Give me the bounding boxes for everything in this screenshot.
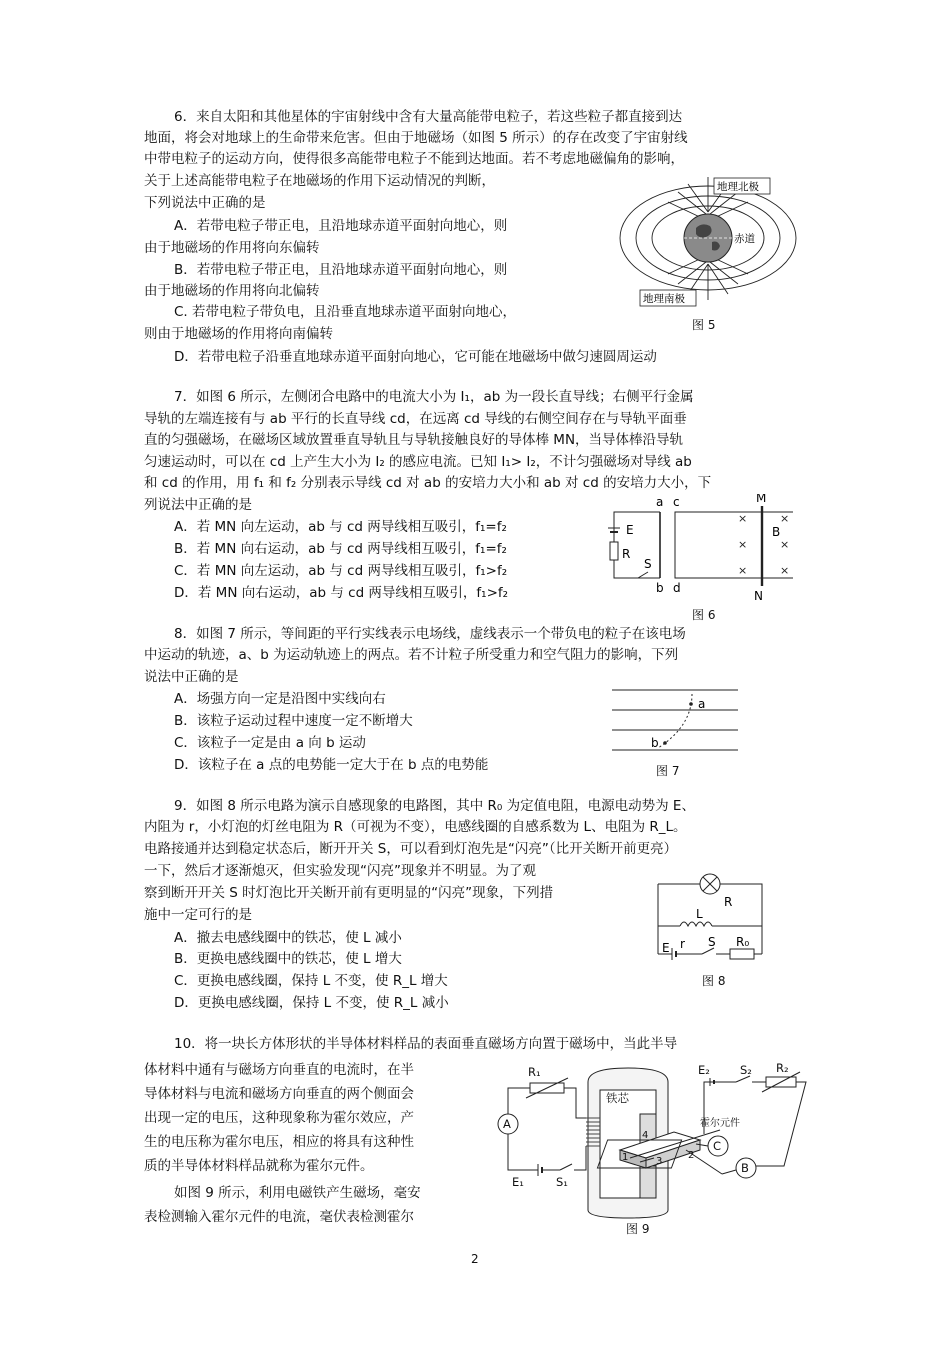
figure-8-self-induction-circuit: [650, 870, 772, 968]
q6-option-b: B．若带电粒子带正电，且沿地球赤道平面射向地心，则: [174, 262, 508, 278]
q10-line: 生的电压称为霍尔电压，相应的将具有这种性: [144, 1134, 414, 1150]
q9-line: 一下，然后才逐渐熄灭，但实验发现“闪亮”现象并不明显。为了观: [144, 863, 536, 879]
fig9-label-R2: R₂: [776, 1062, 789, 1075]
q10-line: 10．将一块长方体形状的半导体材料样品的表面垂直磁场方向置于磁场中，当此半导: [174, 1036, 678, 1052]
fig9-label-2: 2: [688, 1150, 695, 1161]
fig9-label-R1: R₁: [528, 1065, 541, 1079]
figure-8-caption: 图 8: [702, 974, 726, 988]
figure-6-caption: 图 6: [692, 608, 716, 622]
fig7-label-b: b: [651, 736, 659, 750]
figure-7-field-lines: [608, 686, 742, 756]
q8-option-a: A．场强方向一定是沿图中实线向右: [174, 691, 386, 707]
q9-option-a: A．撤去电感线圈中的铁芯，使 L 减小: [174, 930, 402, 946]
q7-option-c: C．若 MN 向左运动，ab 与 cd 两导线相互吸引，f₁>f₂: [174, 563, 508, 579]
q6-line: 6．来自太阳和其他星体的宇宙射线中含有大量高能带电粒子，若这些粒子都直接到达: [174, 109, 683, 125]
page-number: 2: [471, 1252, 479, 1266]
fig9-label-S2: S₂: [740, 1063, 752, 1077]
fig6-label-B: B: [772, 525, 781, 539]
fig6-label-S: S: [644, 557, 652, 571]
svg-text:×: ×: [738, 538, 748, 551]
figure-6-circuit-rails: [600, 494, 800, 602]
fig8-label-R0: R₀: [736, 935, 750, 949]
fig5-label-north: 地理北极: [717, 181, 759, 193]
q6-line: 关于上述高能带电粒子在地磁场的作用下运动情况的判断，: [144, 173, 495, 189]
fig6-label-d: d: [673, 581, 681, 595]
svg-text:×: ×: [738, 512, 748, 525]
figure-5-earth-magnetic-field: [598, 172, 798, 312]
q7-line: 匀速运动时，可以在 cd 上产生大小为 I₂ 的感应电流。已知 I₁> I₂，不计匀强磁场对导线 ab: [144, 454, 692, 470]
fig8-label-L: L: [696, 907, 703, 921]
q7-line: 导轨的左端连接有与 ab 平行的长直导线 cd，在远离 cd 导线的右侧空间存在与导轨平面垂: [144, 411, 687, 427]
q9-option-b: B．更换电感线圈中的铁芯，使 L 增大: [174, 951, 402, 967]
q7-option-b: B．若 MN 向右运动，ab 与 cd 两导线相互吸引，f₁=f₂: [174, 541, 507, 557]
q6-option-b-cont: 由于地磁场的作用将向北偏转: [144, 283, 320, 299]
q9-line: 内阻为 r，小灯泡的灯丝电阻为 R（可视为不变），电感线圈的自感系数为 L、电阻为 R_L。: [144, 819, 687, 835]
q10-line: 体材料中通有与磁场方向垂直的电流时，在半: [144, 1062, 414, 1078]
q6-line: 中带电粒子的运动方向，使得很多高能带电粒子不能到达地面。若不考虑地磁偏角的影响，: [144, 151, 684, 167]
q9-line: 察到断开开关 S 时灯泡比开关断开前有更明显的“闪亮”现象，下列措: [144, 885, 554, 901]
svg-text:×: ×: [780, 564, 790, 577]
fig9-label-hall-element: 霍尔元件: [700, 1118, 740, 1129]
q10-line: 出现一定的电压，这种现象称为霍尔效应，产: [144, 1110, 414, 1126]
q6-option-a-cont: 由于地磁场的作用将向东偏转: [144, 240, 320, 256]
q8-line: 说法中正确的是: [144, 669, 239, 685]
q10-line: 如图 9 所示，利用电磁铁产生磁场，毫安: [174, 1185, 421, 1201]
fig9-label-E1: E₁: [512, 1175, 524, 1189]
fig8-label-S: S: [708, 935, 716, 949]
q6-option-d: D．若带电粒子沿垂直地球赤道平面射向地心，它可能在地磁场中做匀速圆周运动: [174, 349, 657, 365]
q6-option-c: C. 若带电粒子带负电，且沿垂直地球赤道平面射向地心，: [174, 304, 517, 320]
fig9-label-1: 1: [622, 1152, 629, 1163]
q9-line: 电路接通并达到稳定状态后，断开开关 S，可以看到灯泡先是“闪亮”（比开关断开前更亮）: [144, 841, 678, 857]
figure-5-caption: 图 5: [692, 318, 716, 332]
fig5-label-equator: 赤道: [734, 233, 755, 245]
q7-option-a: A．若 MN 向左运动，ab 与 cd 两导线相互吸引，f₁=f₂: [174, 519, 507, 535]
fig6-label-b: b: [656, 581, 664, 595]
q9-line: 9．如图 8 所示电路为演示自感现象的电路图，其中 R₀ 为定值电阻，电源电动势为 E、: [174, 798, 695, 814]
q8-option-b: B．该粒子运动过程中速度一定不断增大: [174, 713, 413, 729]
q9-option-d: D．更换电感线圈，保持 L 不变，使 R_L 减小: [174, 995, 449, 1011]
q6-line: 下列说法中正确的是: [144, 195, 266, 211]
fig6-label-R: R: [622, 547, 631, 561]
q7-line: 和 cd 的作用，用 f₁ 和 f₂ 分别表示导线 cd 对 ab 的安培力大小和 ab 对 cd 的安培力大小，下: [144, 475, 712, 491]
q10-line: 质的半导体材料样品就称为霍尔元件。: [144, 1158, 374, 1174]
q6-option-a: A．若带电粒子带正电，且沿地球赤道平面射向地心，则: [174, 218, 508, 234]
q8-line: 中运动的轨迹，a、b 为运动轨迹上的两点。若不计粒子所受重力和空气阻力的影响，下列: [144, 647, 679, 663]
fig6-label-N: N: [754, 589, 763, 602]
q8-option-d: D．该粒子在 a 点的电势能一定大于在 b 点的电势能: [174, 757, 489, 773]
fig9-label-meter-C: C: [713, 1139, 722, 1153]
fig8-label-r: r: [680, 937, 685, 951]
q8-line: 8．如图 7 所示，等间距的平行实线表示电场线，虚线表示一个带负电的粒子在该电场: [174, 626, 686, 642]
q9-option-c: C．更换电感线圈，保持 L 不变，使 R_L 增大: [174, 973, 448, 989]
fig6-label-c: c: [673, 495, 680, 509]
svg-text:×: ×: [738, 564, 748, 577]
fig6-label-a: a: [656, 495, 664, 509]
q7-option-d: D．若 MN 向右运动，ab 与 cd 两导线相互吸引，f₁>f₂: [174, 585, 509, 601]
q6-line: 地面，将会对地球上的生命带来危害。但由于地磁场（如图 5 所示）的存在改变了宇宙射线: [144, 130, 688, 146]
fig6-label-M: M: [756, 494, 767, 505]
figure-9-caption: 图 9: [626, 1222, 650, 1236]
q6-option-c-cont: 则由于地磁场的作用将向南偏转: [144, 326, 333, 342]
svg-text:×: ×: [780, 512, 790, 525]
fig5-label-south: 地理南极: [643, 293, 685, 305]
q7-line: 列说法中正确的是: [144, 497, 252, 513]
fig9-label-iron-core: 铁芯: [606, 1091, 629, 1105]
q10-line: 导体材料与电流和磁场方向垂直的两个侧面会: [144, 1086, 414, 1102]
fig9-label-E2: E₂: [698, 1063, 710, 1077]
q7-line: 直的匀强磁场，在磁场区域放置垂直导轨且与导轨接触良好的导体棒 MN，当导体棒沿导轨: [144, 432, 684, 448]
fig9-label-ammeter-A: A: [503, 1117, 511, 1131]
fig8-label-R: R: [724, 895, 733, 909]
fig9-label-meter-B: B: [741, 1161, 749, 1175]
fig9-label-4: 4: [642, 1130, 649, 1141]
q8-option-c: C．该粒子一定是由 a 向 b 运动: [174, 735, 366, 751]
figure-7-caption: 图 7: [656, 764, 680, 778]
fig6-label-E: E: [626, 523, 634, 537]
q7-line: 7．如图 6 所示，左侧闭合电路中的电流大小为 I₁，ab 为一段长直导线；右侧平行金属: [174, 389, 694, 405]
svg-text:×: ×: [780, 538, 790, 551]
q10-line: 表检测输入霍尔元件的电流，毫伏表检测霍尔: [144, 1209, 414, 1225]
fig8-label-E: E: [662, 941, 670, 955]
fig9-label-S1: S₁: [556, 1175, 568, 1189]
q9-line: 施中一定可行的是: [144, 907, 252, 923]
fig7-label-a: a: [698, 697, 706, 711]
figure-9-hall-effect-setup: [490, 1062, 810, 1222]
fig9-label-3: 3: [656, 1156, 663, 1167]
